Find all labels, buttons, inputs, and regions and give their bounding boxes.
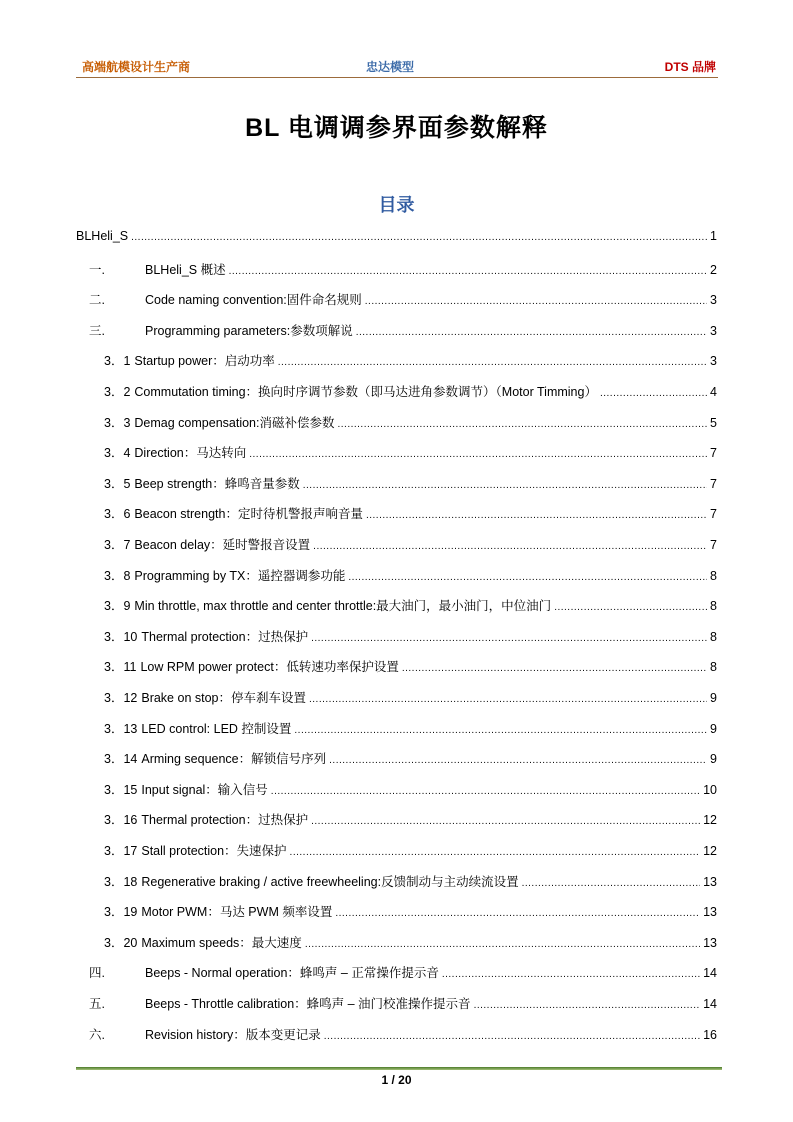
toc-entry-label: Brake on stop：停车刹车设置: [141, 691, 306, 705]
toc-entry-label: Beep strength：蜂鸣音量参数: [134, 477, 300, 491]
toc-entry-number: 3．2: [104, 385, 131, 399]
toc-entry-page: 13: [703, 875, 717, 889]
toc-entry-page: 8: [710, 630, 717, 644]
toc-entry-number: 3．12: [104, 691, 138, 705]
toc-entry-page: 7: [710, 507, 717, 521]
document-title: BL 电调调参界面参数解释: [245, 114, 548, 142]
toc-entry-number: 3．15: [104, 783, 138, 797]
toc-entry-number: 3．20: [104, 936, 138, 950]
toc-entry[interactable]: [104, 566, 717, 584]
toc-entry-page: 5: [710, 416, 717, 430]
toc-entry[interactable]: [104, 596, 717, 614]
toc-entry-number: 3．19: [104, 905, 138, 919]
footer-divider: [76, 1067, 722, 1070]
toc-entry-number: 3．8: [104, 569, 131, 583]
toc-entry-page: 7: [710, 446, 717, 460]
toc-dot-leader: [600, 385, 707, 399]
toc-dot-leader: [131, 229, 707, 243]
toc-dot-leader: [366, 507, 707, 521]
toc-entry-label: Commutation timing：换向时序调节参数（即马达进角参数调节）（Motor Timming）: [134, 385, 597, 399]
toc-dot-leader: [305, 936, 700, 950]
toc-entry-number: 3．1: [104, 354, 131, 368]
toc-entry-label: Thermal protection：过热保护: [141, 630, 309, 644]
toc-entry-label: Regenerative braking / active freewheeling:反馈制动与主动续流设置: [141, 875, 519, 889]
toc-entry[interactable]: [89, 963, 717, 981]
toc-dot-leader: [229, 263, 707, 277]
toc-entry[interactable]: [104, 535, 717, 553]
toc-entry[interactable]: [89, 290, 717, 308]
page-header: [76, 57, 718, 78]
toc-entry[interactable]: [104, 872, 717, 890]
toc-dot-leader: [348, 569, 707, 583]
toc-entry-number: 3．10: [104, 630, 138, 644]
toc-dot-leader: [309, 691, 707, 705]
toc-dot-leader: [356, 324, 707, 338]
toc-entry-label: Motor PWM：马达 PWM 频率设置: [141, 905, 333, 919]
toc-entry[interactable]: [104, 902, 717, 920]
toc-entry-page: 9: [710, 752, 717, 766]
toc-entry-page: 7: [710, 538, 717, 552]
toc-entry-label: Programming by TX：遥控器调参功能: [134, 569, 346, 583]
toc-entry-page: 3: [710, 354, 717, 368]
toc-entry-label: Min throttle, max throttle and center throttle:最大油门，最小油门，中位油门: [134, 599, 552, 613]
header-left-text: 高端航模设计生产商: [82, 60, 191, 74]
toc-entry-number: 四.: [89, 966, 105, 980]
toc-entry-label: LED control: LED 控制设置: [141, 722, 292, 736]
toc-dot-leader: [313, 538, 707, 552]
toc-dot-leader: [522, 875, 701, 889]
page-number: 1 / 20: [381, 1073, 412, 1087]
toc-entry-number: 3．18: [104, 875, 138, 889]
toc-entry[interactable]: [104, 413, 717, 431]
toc-dot-leader: [335, 905, 700, 919]
toc-entry-page: 2: [710, 263, 717, 277]
toc-entry-page: 7: [710, 477, 717, 491]
toc-entry[interactable]: [104, 749, 717, 767]
toc-entry[interactable]: [104, 504, 717, 522]
toc-dot-leader: [324, 1028, 700, 1042]
toc-entry-label: Revision history：版本变更记录: [145, 1028, 321, 1042]
toc-entry-page: 14: [703, 966, 717, 980]
toc-dot-leader: [303, 477, 707, 491]
toc-dot-leader: [311, 630, 707, 644]
toc-entry-number: 3．14: [104, 752, 138, 766]
toc-entry[interactable]: [104, 688, 717, 706]
toc-entry-number: 三.: [89, 324, 105, 338]
toc-entry-number: 二.: [89, 293, 105, 307]
toc-entry-label: Arming sequence：解锁信号序列: [141, 752, 327, 766]
toc-entry[interactable]: [89, 1025, 717, 1043]
toc-entry[interactable]: [89, 260, 717, 278]
toc-entry-page: 9: [710, 722, 717, 736]
toc-dot-leader: [365, 293, 707, 307]
toc-entry-page: 8: [710, 569, 717, 583]
toc-dot-leader: [311, 813, 700, 827]
toc-entry[interactable]: [76, 229, 717, 247]
toc-entry[interactable]: [104, 627, 717, 645]
toc-entry[interactable]: [104, 474, 717, 492]
toc-entry-label: Code naming convention:固件命名规则: [145, 293, 362, 307]
toc-entry-page: 13: [703, 905, 717, 919]
toc-dot-leader: [337, 416, 707, 430]
toc-dot-leader: [442, 966, 700, 980]
header-right-text: DTS 品牌: [664, 60, 716, 74]
toc-heading: 目录: [378, 195, 415, 215]
toc-entry-page: 4: [710, 385, 717, 399]
toc-entry[interactable]: [104, 382, 717, 400]
toc-dot-leader: [554, 599, 707, 613]
toc-entry[interactable]: [104, 841, 717, 859]
toc-entry-page: 16: [703, 1028, 717, 1042]
toc-entry-label: Programming parameters:参数项解说: [145, 324, 353, 338]
toc-dot-leader: [329, 752, 707, 766]
toc-entry-number: 3．9: [104, 599, 131, 613]
toc-entry[interactable]: [104, 351, 717, 369]
toc-entry-number: 3．11: [104, 660, 137, 674]
toc-entry-number: 3．17: [104, 844, 138, 858]
toc-entry-label: Thermal protection：过热保护: [141, 813, 309, 827]
toc-entry-page: 12: [703, 813, 717, 827]
toc-entry-number: 3．6: [104, 507, 131, 521]
toc-entry-label: Beeps - Throttle calibration：蜂鸣声 – 油门校准操作提示音: [145, 997, 471, 1011]
toc-entry-page: 14: [703, 997, 717, 1011]
toc-dot-leader: [271, 783, 700, 797]
toc-entry-number: 3．7: [104, 538, 131, 552]
toc-entry-page: 8: [710, 599, 717, 613]
toc-entry-label: BLHeli_S 概述: [145, 263, 226, 277]
toc-entry-page: 9: [710, 691, 717, 705]
toc-entry-page: 3: [710, 324, 717, 338]
toc-entry-page: 10: [703, 783, 717, 797]
toc-entry-number: 3．13: [104, 722, 138, 736]
toc-entry[interactable]: [104, 810, 717, 828]
toc-entry[interactable]: [104, 443, 717, 461]
toc-entry-page: 1: [710, 229, 717, 243]
toc-entry[interactable]: [89, 994, 717, 1012]
toc-entry-page: 12: [703, 844, 717, 858]
header-center-text: 忠达模型: [366, 60, 415, 74]
toc-dot-leader: [290, 844, 701, 858]
toc-entry[interactable]: [104, 719, 717, 737]
toc-entry[interactable]: [89, 321, 717, 339]
toc-dot-leader: [294, 722, 707, 736]
toc-entry-label: Beacon delay：延时警报音设置: [134, 538, 311, 552]
toc-dot-leader: [402, 660, 707, 674]
toc-entry-label: Beeps - Normal operation：蜂鸣声 – 正常操作提示音: [145, 966, 439, 980]
toc-dot-leader: [278, 354, 707, 368]
toc-entry[interactable]: [104, 780, 717, 798]
toc-entry-label: BLHeli_S: [76, 229, 129, 243]
toc-entry-page: 8: [710, 660, 717, 674]
toc-entry-page: 3: [710, 293, 717, 307]
toc-entry-label: Startup power：启动功率: [134, 354, 275, 368]
toc-dot-leader: [474, 997, 701, 1011]
toc-entry-number: 3．16: [104, 813, 138, 827]
toc-entry-label: Direction：马达转向: [134, 446, 247, 460]
toc-entry-label: Beacon strength：定时待机警报声响音量: [134, 507, 363, 521]
toc-entry[interactable]: [104, 933, 717, 951]
toc-entry-number: 3．3: [104, 416, 131, 430]
toc-entry-label: Maximum speeds：最大速度: [141, 936, 302, 950]
toc-entry-number: 五.: [89, 997, 105, 1011]
toc-entry-label: Demag compensation:消磁补偿参数: [134, 416, 335, 430]
toc-entry-label: Input signal：输入信号: [141, 783, 268, 797]
toc-entry-label: Low RPM power protect：低转速功率保护设置: [140, 660, 399, 674]
toc-entry-number: 3．4: [104, 446, 131, 460]
toc-entry-number: 六.: [89, 1028, 105, 1042]
toc-entry-label: Stall protection：失速保护: [141, 844, 287, 858]
toc-dot-leader: [249, 446, 707, 460]
toc-entry[interactable]: [104, 657, 717, 675]
toc-entry-number: 一.: [89, 263, 105, 277]
toc-entry-page: 13: [703, 936, 717, 950]
toc-entry-number: 3．5: [104, 477, 131, 491]
